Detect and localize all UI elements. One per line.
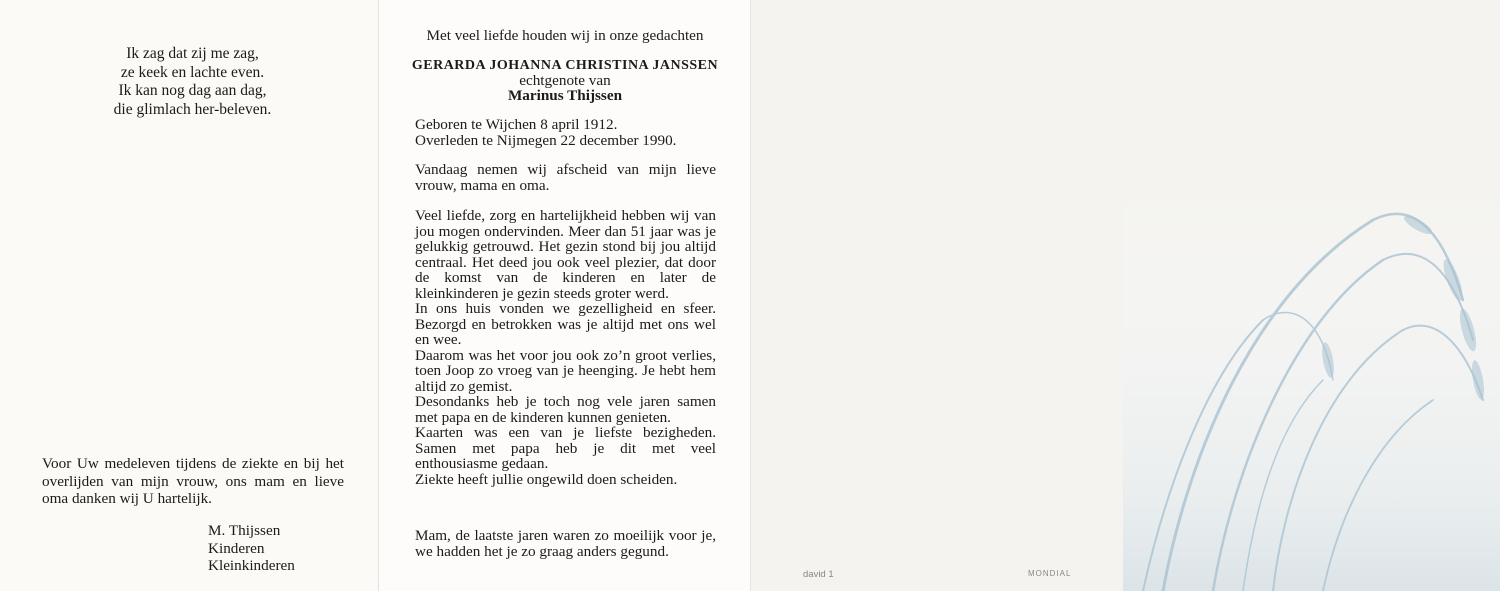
poem-line: die glimlach her-beleven.: [113, 100, 272, 118]
grass-icon: [1123, 0, 1500, 591]
farewell-paragraph: Vandaag nemen wij afscheid van mijn lieve vrouw, mama en oma.: [415, 161, 716, 194]
life-dates: [415, 117, 716, 148]
memorial-paragraph: Daarom was het voor jou ook zo’n groot verlies, toen Joop zo vroeg van je heenging. Je hebt hem altijd zo gemist.: [415, 346, 716, 395]
signoff-line: Kleinkinderen: [208, 557, 295, 574]
poem: [0, 45, 378, 119]
closing-paragraph: Mam, de laatste jaren waren zo moeilijk voor je, we hadden het je zo graag anders gegund.: [415, 527, 716, 560]
memorial-paragraph: Veel liefde, zorg en hartelijkheid hebben wij van jou mogen ondervinden. Meer dan 51 jaar was je gelukkig getrouwd. Het gezin stond bij jou altijd centraal. Het deed jou ook veel plezier, dat door de komst van de kinderen en later de kleinkinderen je gezin steeds groter werd.: [415, 207, 716, 302]
printer-model-label: david 1: [803, 569, 834, 580]
printer-brand-label: MONDIAL: [1028, 569, 1072, 578]
signoff-line: M. Thijssen: [208, 522, 281, 539]
memorial-paragraph: Desondanks heb je toch nog vele jaren samen met papa en de kinderen kunnen genieten.: [415, 393, 716, 426]
card-inside-middle-panel: [378, 0, 750, 591]
poem-line: Ik kan nog dag aan dag,: [118, 82, 267, 99]
birth-line: Geboren te Wijchen 8 april 1912.: [415, 116, 618, 133]
memorial-paragraph: Ziekte heeft jullie ongewild doen scheiden.: [415, 470, 678, 488]
poem-line: ze keek en lachte even.: [120, 63, 265, 81]
memorial-text: [415, 208, 716, 487]
husband-name: Marinus Thijssen: [507, 87, 623, 104]
spouse-of-label: echtgenote van: [519, 72, 611, 89]
signoff: [208, 522, 295, 575]
intro-line: Met veel liefde houden wij in onze gedachten: [426, 27, 704, 44]
closing-text: [415, 528, 716, 559]
card-inside-left-panel: [0, 0, 378, 591]
poem-line: Ik zag dat zij me zag,: [126, 45, 259, 62]
death-line: Overleden te Nijmegen 22 december 1990.: [415, 131, 677, 149]
deceased-name: GERARDA JOHANNA CHRISTINA JANSSEN: [411, 58, 719, 73]
thank-you-note: Voor Uw medeleven tijdens de ziekte en bij het overlijden van mijn vrouw, ons mam en lieve oma danken wij U hartelijk.: [42, 455, 344, 507]
memorial-paragraph: In ons huis vonden we gezelligheid en sfeer. Bezorgd en betrokken was je altijd met ons wel en wee.: [415, 300, 716, 348]
memorial-paragraph: Kaarten was een van je liefste bezigheden. Samen met papa heb je dit met veel enthousiasme gedaan.: [415, 424, 716, 472]
farewell-text: [415, 162, 716, 193]
card-back-panel: [750, 0, 1500, 591]
signoff-line: Kinderen: [208, 539, 265, 557]
